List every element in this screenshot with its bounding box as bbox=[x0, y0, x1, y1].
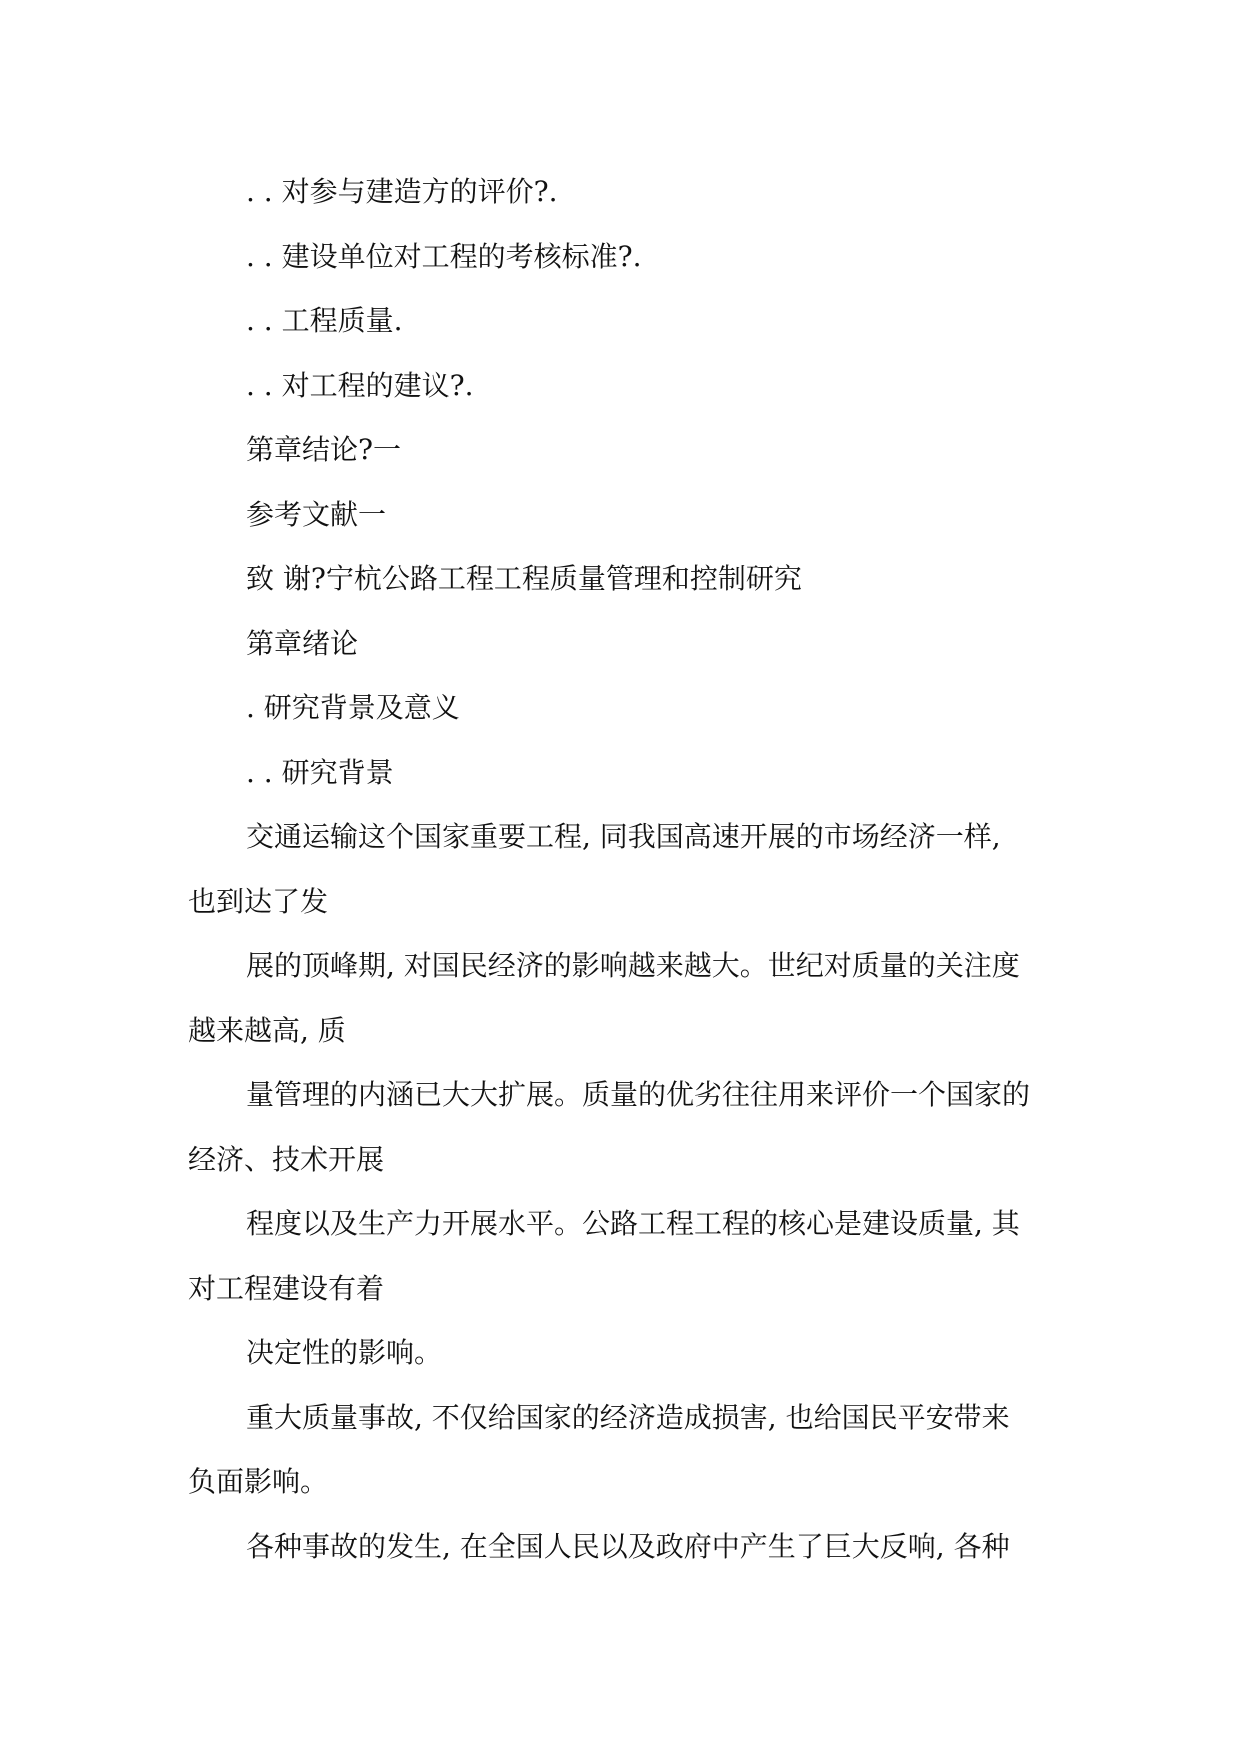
toc-line: 第章结论?一 bbox=[246, 433, 402, 466]
paragraph-line: 决定性的影响。 bbox=[246, 1336, 443, 1369]
paragraph-line: 展的顶峰期, 对国民经济的影响越来越大。世纪对质量的关注度 bbox=[246, 949, 1020, 982]
section-heading: . 研究背景及意义 bbox=[246, 691, 460, 724]
paragraph-line: 重大质量事故, 不仅给国家的经济造成损害, 也给国民平安带来 bbox=[246, 1400, 1010, 1434]
toc-line: 参考文献一 bbox=[246, 497, 387, 531]
paragraph-line: 程度以及生产力开展水平。公路工程工程的核心是建设质量, 其 bbox=[246, 1207, 1020, 1240]
subsection-heading: . . 研究背景 bbox=[246, 755, 394, 789]
paragraph-line: 经济、技术开展 bbox=[188, 1142, 385, 1176]
toc-line: . . 对参与建造方的评价?. bbox=[246, 175, 558, 208]
paragraph-line: 各种事故的发生, 在全国人民以及政府中产生了巨大反响, 各种 bbox=[246, 1529, 1010, 1563]
paragraph-line: 对工程建设有着 bbox=[188, 1271, 385, 1305]
document-body bbox=[188, 160, 1050, 1579]
paragraph-line: 量管理的内涵已大大扩展。质量的优劣往往用来评价一个国家的 bbox=[246, 1078, 1031, 1111]
paragraph-line: 越来越高, 质 bbox=[188, 1013, 346, 1047]
toc-line: . . 对工程的建议?. bbox=[246, 368, 474, 402]
paragraph-line: 也到达了发 bbox=[188, 884, 329, 918]
paragraph-line: 负面影响。 bbox=[188, 1465, 329, 1498]
toc-line: . . 工程质量. bbox=[246, 304, 403, 337]
chapter-heading: 第章绪论 bbox=[246, 626, 359, 660]
paragraph-line: 交通运输这个国家重要工程, 同我国高速开展的市场经济一样, bbox=[246, 820, 1001, 853]
toc-line: . . 建设单位对工程的考核标准?. bbox=[246, 239, 642, 273]
toc-line: 致 谢?宁杭公路工程工程质量管理和控制研究 bbox=[246, 562, 802, 595]
